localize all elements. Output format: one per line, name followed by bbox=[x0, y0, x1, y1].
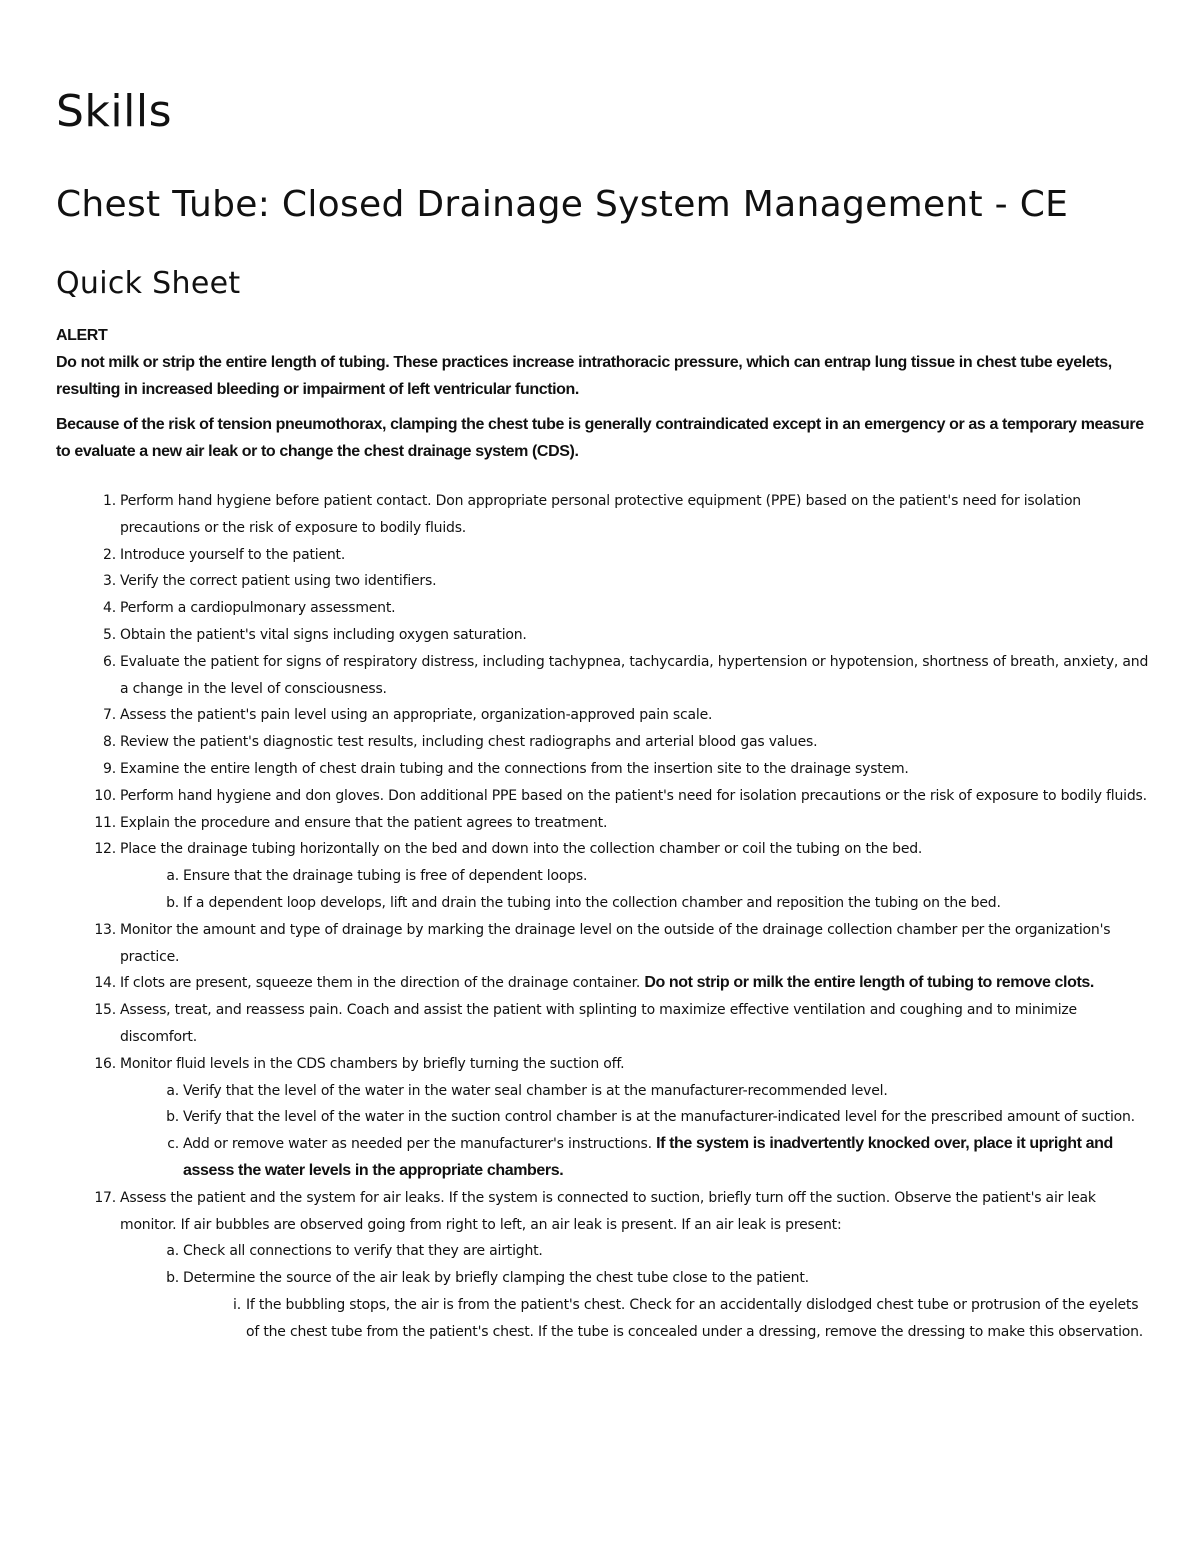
substep-item bbox=[56, 1265, 1151, 1292]
step-number: 12. bbox=[94, 841, 116, 858]
step-text: Verify the correct patient using two identifiers. bbox=[120, 573, 437, 590]
step-number: 10. bbox=[94, 787, 116, 804]
sub-substep-text: If the bubbling stops, the air is from the patient's chest. Check for an accidentally dislodged chest tube or protrusion of the eyelets of the chest tube from the patient's chest. If the tube is concealed under a dressing, remove the dressing to make this observation. bbox=[246, 1296, 1144, 1340]
alert-label: ALERT bbox=[56, 327, 108, 344]
step-item bbox=[56, 783, 1151, 810]
step-text: Monitor fluid levels in the CDS chambers by briefly turning the suction off. bbox=[120, 1055, 625, 1072]
substep-letter: b. bbox=[166, 1270, 179, 1287]
step-text: Review the patient's diagnostic test results, including chest radiographs and arterial blood gas values. bbox=[120, 734, 818, 751]
substep-letter: b. bbox=[166, 894, 179, 911]
step-item bbox=[56, 622, 1151, 649]
step-number: 8. bbox=[103, 734, 116, 751]
step-number: 9. bbox=[103, 760, 116, 777]
page-title: Skills bbox=[56, 86, 173, 137]
step-text: Perform hand hygiene and don gloves. Don additional PPE based on the patient's need for isolation precautions or the risk of exposure to bodily fluids. bbox=[120, 787, 1147, 804]
step-item bbox=[56, 649, 1151, 703]
step-text: Perform hand hygiene before patient contact. Don appropriate personal protective equipment (PPE) based on the patient's need for isolation precautions or the risk of exposure to bodily fluids. bbox=[120, 493, 1081, 536]
step-item bbox=[56, 836, 1151, 863]
step-item bbox=[56, 1185, 1151, 1239]
step-item bbox=[56, 970, 1151, 997]
step-text: If clots are present, squeeze them in the direction of the drainage container. bbox=[120, 975, 645, 992]
step-number: 1. bbox=[103, 493, 116, 509]
step-number: 13. bbox=[94, 921, 116, 938]
alert-box bbox=[56, 322, 1151, 465]
step-item bbox=[56, 488, 1151, 542]
sub-substep-item bbox=[56, 1292, 1151, 1346]
step-item bbox=[56, 595, 1151, 622]
step-number: 11. bbox=[94, 814, 116, 831]
step-text: Place the drainage tubing horizontally on the bed and down into the collection chamber or coil the tubing on the bed. bbox=[120, 841, 923, 858]
substep-letter: b. bbox=[166, 1109, 179, 1126]
substep-text: Add or remove water as needed per the manufacturer's instructions. bbox=[183, 1136, 657, 1153]
step-text: Introduce yourself to the patient. bbox=[120, 546, 346, 563]
step-number: 15. bbox=[94, 1002, 116, 1019]
substep-item bbox=[56, 1131, 1151, 1185]
step-number: 16. bbox=[94, 1055, 116, 1072]
step-item bbox=[56, 810, 1151, 837]
step-item bbox=[56, 542, 1151, 569]
step-item bbox=[56, 729, 1151, 756]
substep-letter: a. bbox=[166, 1082, 179, 1099]
sub-substep-numeral: i. bbox=[233, 1296, 241, 1313]
substep-warning: If the system is inadvertently knocked over, place it upright and assess the water levels in the appropriate chambers. bbox=[183, 1135, 1113, 1179]
step-number: 5. bbox=[103, 626, 116, 643]
step-item bbox=[56, 568, 1151, 595]
alert-text-1: Do not milk or strip the entire length of tubing. These practices increase intrathoracic pressure, which can entrap lung tissue in chest tube eyelets, resulting in increased bleeding or impairment of left ventricular function. bbox=[56, 354, 1112, 398]
step-text: Explain the procedure and ensure that the patient agrees to treatment. bbox=[120, 814, 608, 831]
steps-list bbox=[56, 488, 1151, 1346]
step-item bbox=[56, 756, 1151, 783]
substep-text: Verify that the level of the water in the water seal chamber is at the manufacturer-recommended level. bbox=[183, 1082, 888, 1099]
substep-text: Verify that the level of the water in the suction control chamber is at the manufacturer-indicated level for the prescribed amount of suction. bbox=[183, 1109, 1135, 1126]
step-warning: Do not strip or milk the entire length of tubing to remove clots. bbox=[644, 974, 1094, 992]
substep-text: Determine the source of the air leak by briefly clamping the chest tube close to the patient. bbox=[183, 1270, 809, 1287]
substep-item bbox=[56, 1238, 1151, 1265]
step-text: Assess, treat, and reassess pain. Coach and assist the patient with splinting to maximize effective ventilation and coughing and to minimize discomfort. bbox=[120, 1002, 1077, 1045]
substep-item bbox=[56, 863, 1151, 890]
step-text: Evaluate the patient for signs of respiratory distress, including tachypnea, tachycardia, hypertension or hypotension, shortness of breath, anxiety, and a change in the level of consciousness. bbox=[120, 653, 1149, 697]
substep-item bbox=[56, 890, 1151, 917]
substep-item bbox=[56, 1078, 1151, 1105]
step-number: 17. bbox=[94, 1189, 116, 1206]
step-text: Obtain the patient's vital signs including oxygen saturation. bbox=[120, 626, 527, 643]
step-number: 2. bbox=[103, 546, 116, 563]
substep-item bbox=[56, 1104, 1151, 1131]
step-text: Perform a cardiopulmonary assessment. bbox=[120, 600, 396, 617]
step-text: Assess the patient's pain level using an appropriate, organization-approved pain scale. bbox=[120, 707, 713, 724]
substep-letter: c. bbox=[167, 1136, 179, 1153]
page-subtitle: Chest Tube: Closed Drainage System Management - CE bbox=[56, 184, 1069, 225]
step-item bbox=[56, 1051, 1151, 1078]
step-number: 3. bbox=[103, 573, 116, 590]
substep-text: Check all connections to verify that they are airtight. bbox=[183, 1243, 543, 1260]
substep-letter: a. bbox=[166, 1243, 179, 1260]
step-number: 4. bbox=[103, 600, 116, 617]
alert-text-2: Because of the risk of tension pneumothorax, clamping the chest tube is generally contraindicated except in an emergency or as a temporary measure to evaluate a new air leak or to change the chest drainage system (CDS). bbox=[56, 416, 1144, 460]
step-item bbox=[56, 997, 1151, 1051]
substep-text: If a dependent loop develops, lift and drain the tubing into the collection chamber and reposition the tubing on the bed. bbox=[183, 894, 1001, 911]
step-text: Assess the patient and the system for air leaks. If the system is connected to suction, briefly turn off the suction. Observe the patient's air leak monitor. If air bubbles are observed going from right to left, an air leak is present. If an air leak is present: bbox=[120, 1189, 1096, 1233]
step-number: 6. bbox=[103, 653, 116, 670]
substep-text: Ensure that the drainage tubing is free of dependent loops. bbox=[183, 868, 588, 885]
step-item bbox=[56, 917, 1151, 971]
substep-letter: a. bbox=[166, 868, 179, 885]
step-item bbox=[56, 702, 1151, 729]
step-number: 14. bbox=[94, 975, 116, 992]
step-text: Monitor the amount and type of drainage by marking the drainage level on the outside of the drainage collection chamber per the organization's practice. bbox=[120, 921, 1111, 965]
section-heading: Quick Sheet bbox=[56, 266, 241, 301]
step-number: 7. bbox=[103, 707, 116, 724]
step-text: Examine the entire length of chest drain tubing and the connections from the insertion site to the drainage system. bbox=[120, 760, 909, 777]
